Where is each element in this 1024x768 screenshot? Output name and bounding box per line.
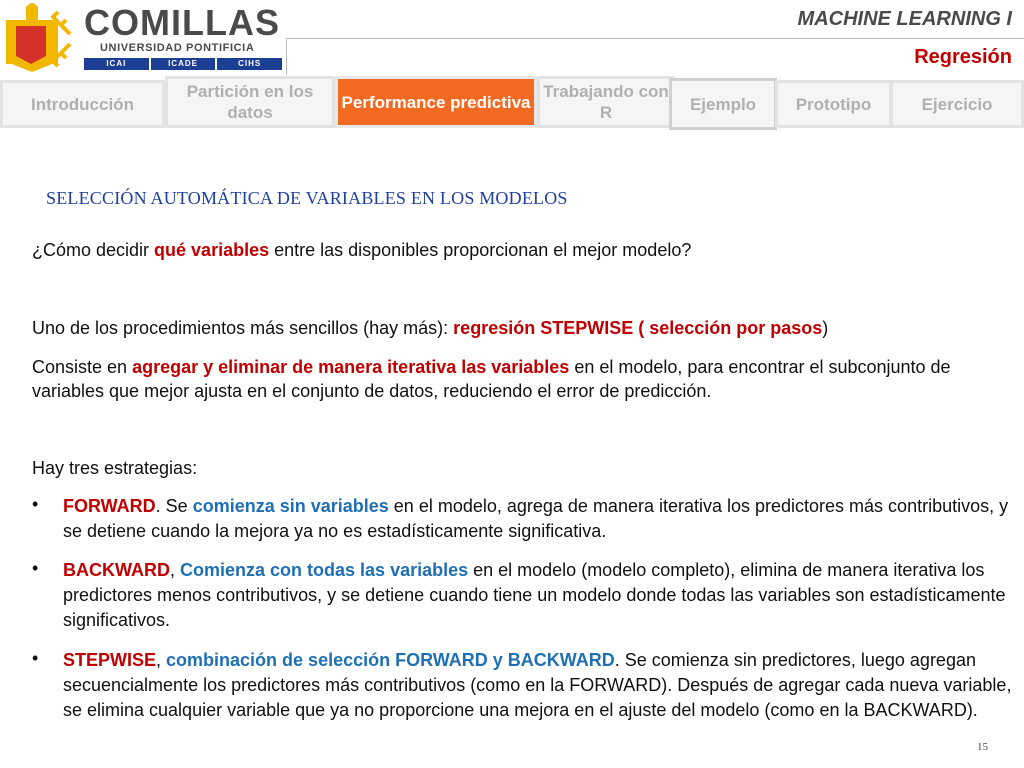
tab-prototipo[interactable]: Prototipo bbox=[775, 80, 892, 128]
paragraph-description: Consiste en agregar y eliminar de manera iterativa las variables en el modelo, para encontrar el subconjunto de variables que mejor ajusta en el conjunto de datos, reduciendo el error de predicción. bbox=[32, 357, 951, 401]
bullet-backward: BACKWARD, Comienza con todas las variables en el modelo (modelo completo), elimina de manera iterativa los predictores menos contributivos, y se detiene cuando tiene un modelo donde todas las variables son estadísticamente significativos. bbox=[63, 560, 1006, 630]
school-label: ICADE bbox=[151, 58, 218, 70]
tab-performance[interactable]: Performance predictiva bbox=[335, 76, 537, 128]
tab-particion[interactable]: Partición en los datos bbox=[165, 76, 335, 128]
course-title: MACHINE LEARNING I bbox=[797, 8, 1012, 30]
logo-name: COMILLAS bbox=[84, 2, 280, 43]
bullet-forward: FORWARD. Se comienza sin variables en el modelo, agrega de manera iterativa los predictores más contributivos, y se detiene cuando la mejora ya no es estadísticamente significativa. bbox=[63, 496, 1009, 541]
school-label: CIHS bbox=[217, 58, 284, 70]
university-logo bbox=[0, 0, 290, 75]
bullet-stepwise: STEPWISE, combinación de selección FORWARD y BACKWARD. Se comienza sin predictores, luego agregan secuencialmente los predictores más contributivos (como en la FORWARD). Después de agregar cada nueva variable, se elimina cualquier variable que ya no proporcione una mejora en el ajuste del modelo (como en la BACKWARD). bbox=[63, 650, 1012, 720]
bullet-marker: • bbox=[32, 648, 39, 668]
bullet-marker: • bbox=[32, 494, 39, 514]
tab-introduccion[interactable]: Introducción bbox=[0, 80, 165, 128]
tab-ejercicio[interactable]: Ejercicio bbox=[890, 80, 1024, 128]
paragraph-stepwise-intro: Uno de los procedimientos más sencillos (hay más): regresión STEPWISE ( selección por pasos) bbox=[32, 318, 829, 338]
section-tabs bbox=[0, 76, 1024, 128]
school-label: ICAI bbox=[84, 58, 151, 70]
question-text: ¿Cómo decidir qué variables entre las disponibles proporcionan el mejor modelo? bbox=[32, 240, 692, 260]
tab-ejemplo[interactable]: Ejemplo bbox=[669, 78, 777, 130]
bullet-marker: • bbox=[32, 558, 39, 578]
topic-title: Regresión bbox=[914, 46, 1012, 68]
page-number: 15 bbox=[977, 741, 988, 753]
tab-trabajando-r[interactable]: Trabajando con R bbox=[537, 76, 675, 128]
strategies-intro: Hay tres estrategias: bbox=[32, 458, 198, 478]
logo-schools-bar bbox=[84, 58, 284, 70]
section-title: SELECCIÓN AUTOMÁTICA DE VARIABLES EN LOS MODELOS bbox=[46, 188, 568, 208]
crest-icon bbox=[2, 2, 74, 72]
logo-subtitle: UNIVERSIDAD PONTIFICIA bbox=[100, 42, 255, 54]
